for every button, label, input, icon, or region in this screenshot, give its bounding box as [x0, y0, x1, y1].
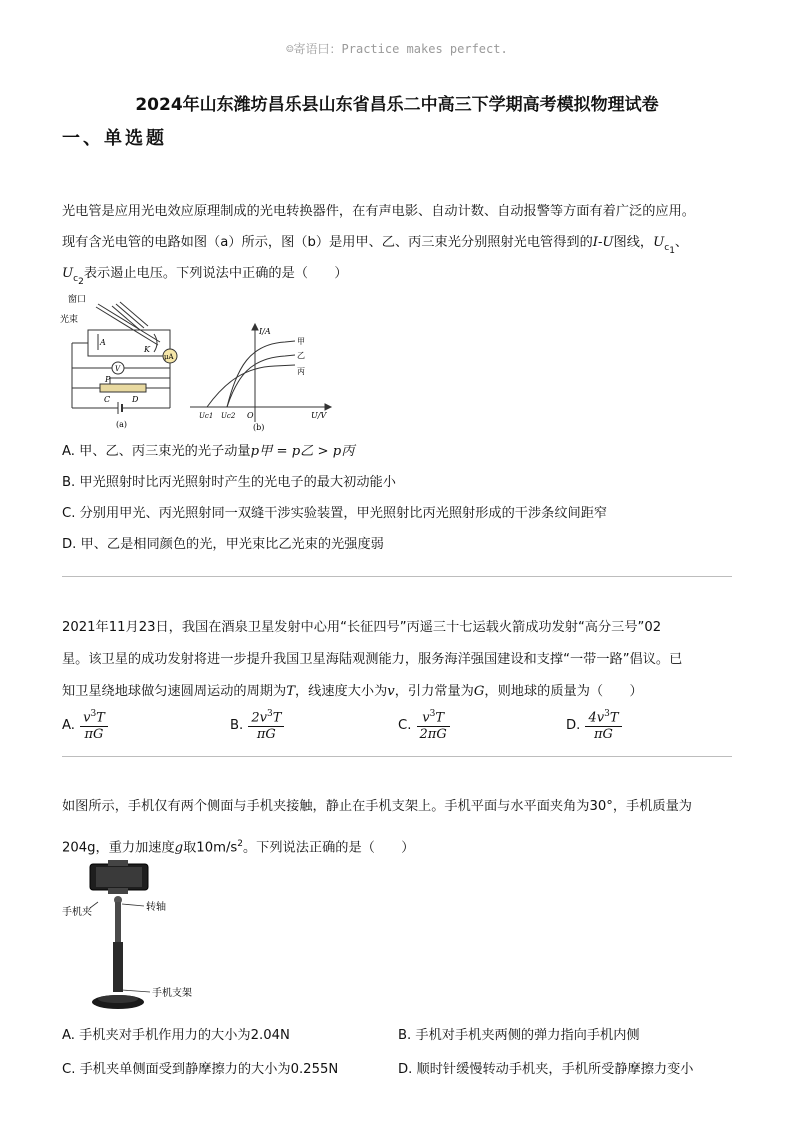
- q2-option-D[interactable]: D. $\frac{4v^3T}{\pi G}$: [566, 706, 622, 743]
- label-C: C: [104, 395, 111, 404]
- fraction: $\frac{2v^3T}{\pi G}$: [248, 706, 284, 743]
- caption-a: (a): [116, 420, 128, 429]
- fraction: $\frac{v^3T}{\pi G}$: [80, 706, 108, 743]
- q1-line1: 光电管是应用光电效应原理制成的光电转换器件，在有声电影、自动计数、自动报警等方面有着广泛的应用。: [62, 204, 695, 219]
- q2-option-B[interactable]: B. $\frac{2v^3T}{\pi G}$: [230, 706, 284, 743]
- label-jia: 甲: [297, 337, 305, 346]
- motto: ☺寄语曰：Practice makes perfect.: [286, 42, 508, 56]
- q1-line3: $U_{c_2}$表示遏止电压。下列说法中正确的是（ ）: [62, 266, 348, 287]
- circuit-diagram: [60, 290, 185, 430]
- fraction: $\frac{4v^3T}{\pi G}$: [585, 706, 621, 743]
- label-Uc2: Uc2: [221, 412, 236, 420]
- label-O: O: [247, 411, 254, 420]
- iu-graph: [185, 322, 335, 432]
- q2-line1: 2021年11月23日，我国在酒泉卫星发射中心用“长征四号”丙遥三十七运载火箭成功发射“高分三号”02: [62, 620, 662, 635]
- section-heading: 一、单选题: [62, 128, 167, 149]
- q1-line2: 现有含光电管的电路如图（a）所示，图（b）是用甲、乙、丙三束光分别照射光电管得到的I-U图线，$U_{c_1}$、: [62, 235, 689, 256]
- q2-option-A[interactable]: A. $\frac{v^3T}{\pi G}$: [62, 706, 108, 743]
- q2-line3: 知卫星绕地球做匀速圆周运动的周期为T，线速度大小为v，引力常量为G，则地球的质量为（ ）: [62, 684, 643, 699]
- q1-option-C[interactable]: C. 分别用甲光、丙光照射同一双缝干涉实验装置，甲光照射比丙光照射形成的干涉条纹间距窄: [62, 506, 608, 521]
- label-Uc1: Uc1: [199, 412, 214, 420]
- label-window: 窗口: [68, 295, 87, 305]
- label-A: A: [100, 338, 106, 347]
- divider: [62, 756, 732, 757]
- q1-option-A[interactable]: A. 甲、乙、丙三束光的光子动量p甲 = p乙 > p丙: [62, 444, 355, 459]
- q2-line2: 星。该卫星的成功发射将进一步提升我国卫星海陆观测能力，服务海洋强国建设和支撑“一带一路”倡议。已: [62, 652, 683, 667]
- label-beam: 光束: [60, 315, 79, 325]
- label-axis: 转轴: [146, 902, 166, 913]
- fraction: $\frac{v^3T}{2\pi G}$: [417, 706, 450, 743]
- label-clip: 手机夹: [62, 907, 92, 918]
- q2-option-C[interactable]: C. $\frac{v^3T}{2\pi G}$: [398, 706, 450, 743]
- label-K: K: [144, 345, 150, 354]
- caption-b: (b): [253, 423, 265, 432]
- label-uA: μA: [164, 353, 174, 361]
- q3-option-A[interactable]: A. 手机夹对手机作用力的大小为2.04N: [62, 1028, 290, 1043]
- label-IA: I/A: [259, 327, 271, 336]
- q3-line1: 如图所示，手机仅有两个侧面与手机夹接触，静止在手机支架上。手机平面与水平面夹角为30°，手机质量为: [62, 799, 692, 814]
- phone-stand-figure: [60, 858, 220, 1018]
- q3-option-B[interactable]: B. 手机对手机夹两侧的弹力指向手机内侧: [398, 1028, 640, 1043]
- divider: [62, 576, 732, 577]
- q1-option-D[interactable]: D. 甲、乙是相同颜色的光，甲光束比乙光束的光强度弱: [62, 537, 384, 552]
- label-V: V: [115, 365, 121, 373]
- label-bing: 丙: [297, 367, 305, 376]
- label-D: D: [132, 395, 139, 404]
- q1-option-B[interactable]: B. 甲光照射时比丙光照射时产生的光电子的最大初动能小: [62, 475, 396, 490]
- q3-option-C[interactable]: C. 手机夹单侧面受到静摩擦力的大小为0.255N: [62, 1062, 339, 1077]
- label-UV: U/V: [311, 411, 327, 420]
- label-P: P: [105, 375, 111, 384]
- page-title: 2024年山东潍坊昌乐县山东省昌乐二中高三下学期高考模拟物理试卷: [135, 95, 659, 115]
- q3-line2: 204g，重力加速度g取$10m/s^2$。下列说法正确的是（ ）: [62, 839, 415, 856]
- q3-option-D[interactable]: D. 顺时针缓慢转动手机夹，手机所受静摩擦力变小: [398, 1062, 694, 1077]
- label-stand: 手机支架: [152, 988, 192, 999]
- label-yi: 乙: [297, 351, 305, 360]
